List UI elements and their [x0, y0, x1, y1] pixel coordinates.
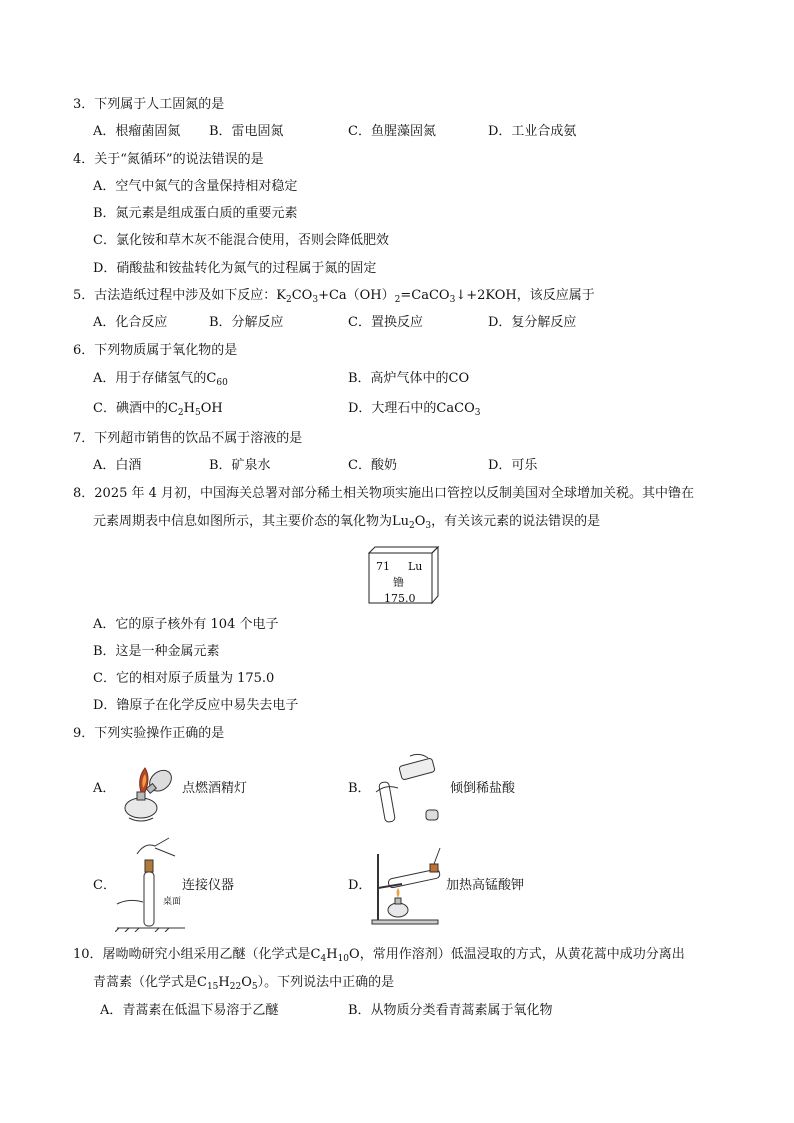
q5-option-d: D．复分解反应 — [488, 315, 577, 330]
q8-option-d: D．镥原子在化学反应中易失去电子 — [93, 698, 299, 713]
lighting-lamp-illustration — [115, 752, 185, 824]
q8-option-a: A．它的原子核外有 104 个电子 — [93, 617, 279, 632]
q9-option-c-letter: C． — [93, 878, 116, 893]
q9-option-c-caption: 连接仪器 — [182, 878, 235, 893]
q5-option-c: C．置换反应 — [348, 315, 423, 330]
element-symbol: Lu — [408, 560, 423, 573]
q6-option-a: A．用于存储氢气的$C_{60}$ — [93, 371, 228, 388]
q3-stem: 3．下列属于人工固氮的是 — [73, 97, 225, 112]
q3-option-d: D．工业合成氨 — [488, 124, 577, 139]
q5-option-b: B．分解反应 — [209, 315, 284, 330]
q9-option-d-caption: 加热高锰酸钾 — [446, 878, 525, 893]
connecting-instruments-illustration — [115, 834, 187, 932]
q6-option-c: C．碘酒中的$C_2H_5OH$ — [93, 401, 223, 418]
q5-option-a: A．化合反应 — [93, 315, 168, 330]
q9-option-a-caption: 点燃酒精灯 — [182, 781, 248, 796]
q7-option-d: D．可乐 — [488, 458, 538, 473]
q4-stem: 4．关于“氮循环”的说法错误的是 — [73, 152, 264, 167]
q8-option-c: C．它的相对原子质量为 175.0 — [93, 671, 275, 686]
element-name: 镥 — [393, 576, 404, 589]
q9-option-b-letter: B． — [348, 781, 371, 796]
q7-option-b: B．矿泉水 — [209, 458, 271, 473]
q4-option-a: A．空气中氮气的含量保持相对稳定 — [93, 179, 298, 194]
q5-stem: 5．古法造纸过程中涉及如下反应：$K_2CO_3+Ca(OH)_2=CaCO_3↓+2KOH$，该反应属于 — [73, 288, 595, 305]
q10-stem-line2: 青蒿素（化学式是$C_{15}H_{22}O_5$）。下列说法中正确的是 — [93, 975, 395, 992]
q3-option-b: B．雷电固氮 — [209, 124, 284, 139]
q7-option-a: A．白酒 — [93, 458, 142, 473]
q3-option-a: A．根瘤菌固氮 — [93, 124, 181, 139]
q9-option-d-letter: D． — [348, 878, 372, 893]
q7-option-c: C．酸奶 — [348, 458, 397, 473]
pouring-acid-illustration — [370, 752, 450, 828]
q9-option-a-letter: A． — [93, 781, 116, 796]
q9-option-b-caption: 倾倒稀盐酸 — [450, 781, 516, 796]
q8-option-b: B．这是一种金属元素 — [93, 644, 220, 659]
q8-stem-line1: 8．2025 年 4 月初，中国海关总署对部分稀土相关物项实施出口管控以反制美国对全球增加关税。其中镥在 — [73, 486, 695, 501]
q3-option-c: C．鱼腥藻固氮 — [348, 124, 436, 139]
element-mass: 175.0 — [384, 592, 416, 605]
q4-option-d: D．硝酸盐和铵盐转化为氮气的过程属于氮的固定 — [93, 261, 377, 276]
element-number: 71 — [376, 560, 390, 573]
heating-permanganate-illustration — [368, 844, 444, 926]
q10-option-b: B．从物质分类看青蒿素属于氧化物 — [348, 1003, 553, 1018]
q6-option-b: B．高炉气体中的CO — [348, 371, 470, 386]
q6-option-d: D．大理石中的CaCO$_3$ — [348, 401, 481, 418]
q7-stem: 7．下列超市销售的饮品不属于溶液的是 — [73, 431, 303, 446]
q10-stem-line1: 10．屠呦呦研究小组采用乙醚（化学式是$C_4H_{10}O$，常用作溶剂）低温浸取的方式，从黄花蒿中成功分离出 — [73, 947, 685, 964]
q4-option-c: C．氯化铵和草木灰不能混合使用，否则会降低肥效 — [93, 233, 389, 248]
table-surface-label: 桌面 — [163, 897, 182, 907]
q10-option-a: A．青蒿素在低温下易溶于乙醚 — [100, 1003, 279, 1018]
q6-stem: 6．下列物质属于氧化物的是 — [73, 343, 238, 358]
q9-stem: 9．下列实验操作正确的是 — [73, 726, 225, 741]
q4-option-b: B．氮元素是组成蛋白质的重要元素 — [93, 206, 298, 221]
q8-stem-line2: 元素周期表中信息如图所示，其主要价态的氧化物为$Lu_2O_3$，有关该元素的说法错误的是 — [93, 514, 601, 531]
